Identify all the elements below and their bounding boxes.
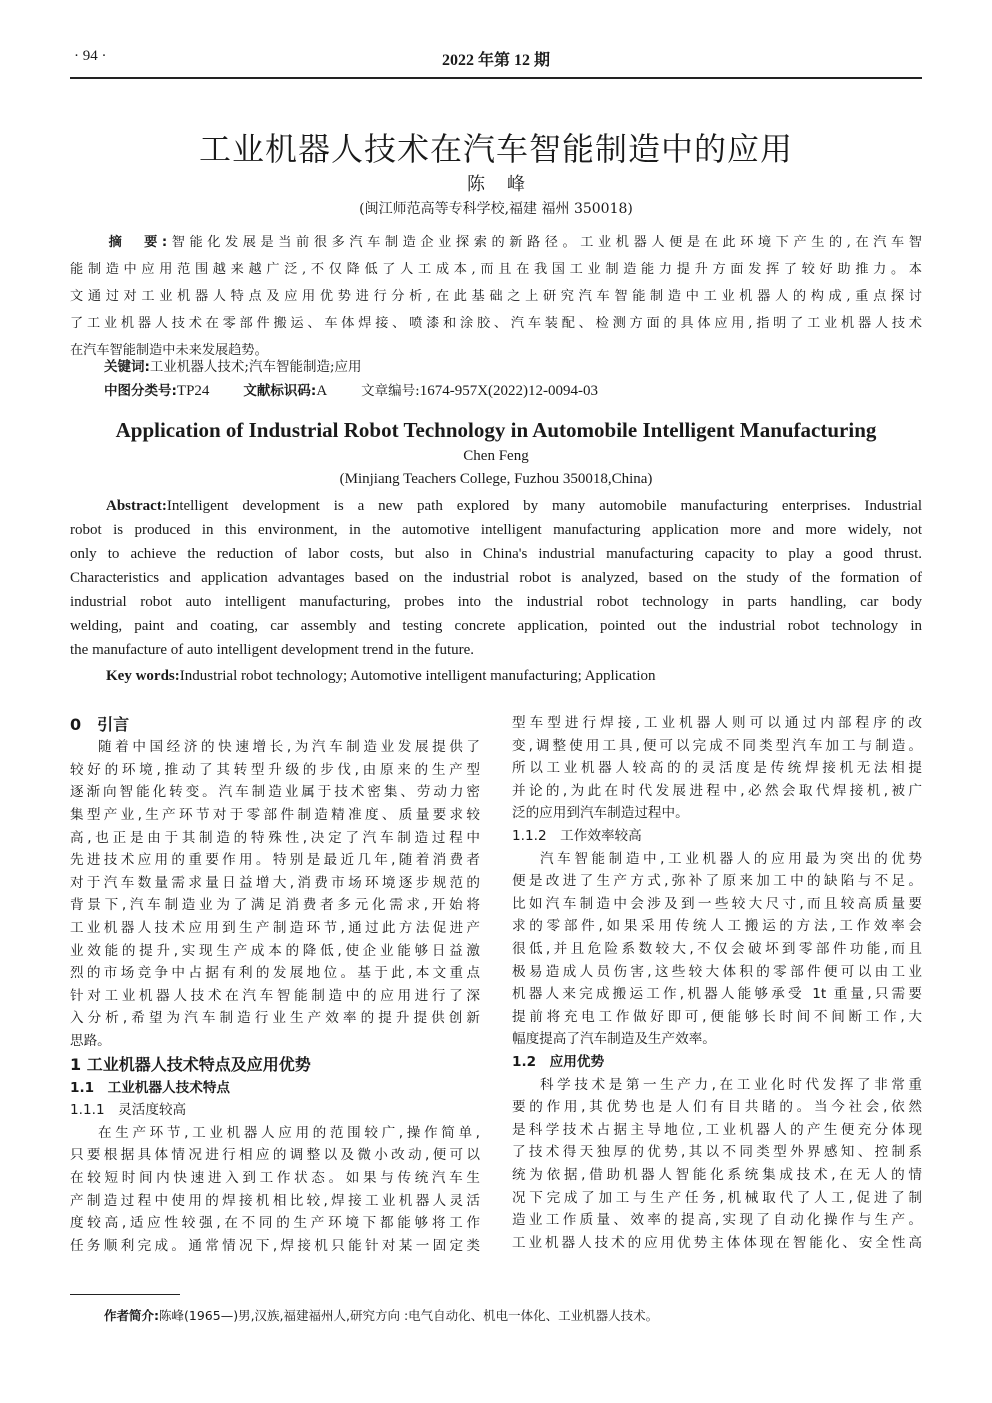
clc-label: 中图分类号: (104, 383, 177, 399)
body-line: 只要根据具体情况进行相应的调整以及微小改动,便可以 (70, 1147, 480, 1164)
subsection-heading: 1.2 应用优势 (512, 1054, 605, 1070)
doc-code-value: A (316, 383, 328, 399)
body-line: 要的作用,其优势也是人们有目共睹的。当今社会,依然 (512, 1099, 922, 1116)
body-line: 比如汽车制造中会涉及到一些较大尺寸,而且较高质量要 (512, 895, 922, 912)
abstract-en-line: welding, paint and coating, car assembly and testing concrete application, pointed out the industrial robot technology in (70, 618, 922, 634)
header-rule (70, 77, 922, 79)
body-line: 求的零部件,如果采用传统人工搬运的方法,工作效率会 (512, 918, 922, 935)
body-line: 在较短时间内快速进入到工作状态。如果与传统汽车生 (70, 1170, 480, 1186)
body-line: 较好的环境,推动了其转型升级的步伐,由原来的生产型 (70, 761, 480, 778)
keywords-cn-label: 关键词: (104, 359, 150, 375)
body-line: 烈的市场竞争中占据有利的发展地位。基于此,本文重点 (70, 965, 480, 982)
footnote-text: 陈峰(1965—)男,汉族,福建福州人,研究方向 :电气自动化、机电一体化、工业机器人技术。 (159, 1308, 659, 1323)
abstract-en-line: the manufacture of auto intelligent development trend in the future. (70, 642, 475, 658)
keywords-cn-value: 工业机器人技术;汽车智能制造;应用 (149, 359, 362, 375)
body-line: 所以工业机器人较高的的灵活度是传统焊接机无法相提 (512, 760, 922, 777)
body-line: 针对工业机器人技术在汽车智能制造中的应用进行了深 (70, 987, 480, 1004)
author-footnote (104, 1306, 658, 1324)
body-line: 并论的,为此在时代发展进程中,必然会取代焊接机,被广 (512, 782, 922, 799)
paragraph-last-line: 泛的应用到汽车制造过程中。 (512, 805, 689, 822)
section-heading: 0 引言 (70, 714, 130, 734)
body-line: 背景下,汽车制造业为了满足消费者多元化需求,开始将 (70, 897, 480, 914)
title-english: Application of Industrial Robot Technology in Automobile Intelligent Manufacturing (115, 418, 877, 442)
body-line: 业效能的提升,实现生产成本的降低,使企业能够日益激 (70, 942, 480, 959)
body-line: 提前将充电工作做好即可,便能够长时间不间断工作,大 (512, 1008, 922, 1025)
paragraph-first-line: 科学技术是第一生产力,在工业化时代发挥了非常重 (540, 1076, 922, 1093)
abstract-cn-line: 了工业机器人技术在零部件搬运、车体焊接、喷漆和涂胶、汽车装配、检测方面的具体应用,指明了工业机器人技术 (70, 316, 922, 331)
body-line: 对于汽车数量需求量日益增大,消费市场环境逐步规范的 (70, 874, 480, 891)
body-line: 统为依据,借助机器人智能化系统集成技术,在无人的情 (512, 1167, 922, 1183)
keywords-en-label: Key words: (106, 668, 180, 684)
body-line: 入分析,希望为汽车制造行业生产效率的提升提供创新 (70, 1010, 480, 1027)
abstract-en-line: Characteristics and application advantages based on the industrial robot is analyzed, based on the study of the formation of (70, 570, 922, 586)
body-line: 便是改进了生产方式,弥补了原来加工中的缺陷与不足。 (512, 873, 922, 890)
journal-issue: 2022 年第 12 期 (441, 52, 550, 69)
body-line: 高,也正是由于其制造的特殊性,决定了汽车制造过程中 (70, 829, 480, 846)
keywords-en-value: Industrial robot technology; Automotive intelligent manufacturing; Application (179, 668, 656, 684)
body-line: 产制造过程中使用的焊接机相比较,焊接工业机器人灵活 (70, 1192, 480, 1209)
body-line: 造业工作质量、效率的提高,实现了自动化操作与生产。 (512, 1212, 922, 1229)
section-heading: 1 工业机器人技术特点及应用优势 (70, 1055, 311, 1074)
affiliation-english: (Minjiang Teachers College, Fuzhou 350018,China) (339, 471, 653, 487)
abstract-cn-line: 在汽车智能制造中未来发展趋势。 (70, 343, 268, 358)
paragraph-first-line: 在生产环节,工业机器人应用的范围较广,操作简单, (98, 1124, 480, 1141)
page-number: · 94 · (74, 48, 107, 64)
doc-code-label: 文献标识码: (243, 383, 317, 399)
body-line: 变,调整使用工具,便可以完成不同类型汽车加工与制造。 (512, 737, 922, 754)
author-chinese: 陈峰 (467, 174, 547, 195)
abstract-en-line: industrial robot auto intelligent manufacturing, probes into the industrial robot technology in parts handling, car body (70, 594, 922, 610)
article-no-label: 文章编号: (361, 383, 420, 399)
body-line: 了技术得天独厚的优势,其以不同类型外界感知、控制系 (512, 1144, 922, 1161)
abstract-en-line: robot is produced in this environment, in the automotive intelligent manufacturing application more and more widely, not (70, 522, 922, 538)
article-no-value: 1674-957X(2022)12-0094-03 (419, 383, 599, 399)
paragraph-last-line: 幅度提高了汽车制造及生产效率。 (512, 1031, 716, 1048)
title-chinese: 工业机器人技术在汽车智能制造中的应用 (198, 130, 793, 168)
body-line: 极易造成人员伤害,这些较大体积的零部件便可以由工业 (512, 963, 922, 980)
footnote-rule (70, 1294, 180, 1295)
subsubsection-heading: 1.1.2 工作效率较高 (512, 828, 642, 844)
paragraph-first-line: 汽车智能制造中,工业机器人的应用最为突出的优势 (540, 850, 922, 867)
paragraph-first-line: 随着中国经济的快速增长,为汽车制造业发展提供了 (98, 739, 480, 756)
body-line: 机器人来完成搬运工作,机器人能够承受 1t 重量,只需要 (512, 986, 922, 1003)
body-line: 先进技术应用的重要作用。特别是最近几年,随着消费者 (70, 852, 480, 869)
abstract-en-label: Abstract: (106, 498, 167, 514)
subsubsection-heading: 1.1.1 灵活度较高 (70, 1102, 187, 1119)
abstract-en-line: Abstract:Intelligent development is a new path explored by many automobile manufacturing enterprises. Industrial (106, 498, 922, 514)
body-line: 工业机器人技术的应用优势主体体现在智能化、安全性高 (512, 1234, 922, 1251)
abstract-cn-line: 能制造中应用范围越来越广泛,不仅降低了人工成本,而且在我国工业制造能力提升方面发挥了较好助推力。本 (70, 262, 922, 277)
abstract-en-line: only to achieve the reduction of labor costs, but also in China's industrial manufacturing capacity to play a good thrust. (70, 546, 922, 562)
affiliation-chinese: (闽江师范高等专科学校,福建 福州 350018) (359, 201, 633, 217)
body-line: 是科学技术占据主导地位,工业机器人的产生便充分体现 (512, 1121, 922, 1138)
body-line: 集型产业,生产环节对于零部件制造精准度、质量要求较 (70, 806, 480, 823)
abstract-cn-label: 摘 要: (104, 235, 168, 250)
author-english: Chen Feng (463, 448, 529, 464)
keywords-english (70, 664, 922, 688)
body-line: 很低,并且危险系数较大,不仅会破坏到零部件功能,而且 (512, 941, 922, 957)
abstract-cn-line: 摘 要:智能化发展是当前很多汽车制造企业探索的新路径。工业机器人便是在此环境下产生的,在汽车智 (104, 235, 922, 250)
body-line: 任务顺利完成。通常情况下,焊接机只能针对某一固定类 (70, 1237, 480, 1254)
body-line: 度较高,适应性较强,在不同的生产环境下都能够将工作 (70, 1215, 480, 1232)
classification-line (104, 380, 598, 402)
abstract-cn-line: 文通过对工业机器人特点及应用优势进行分析,在此基础之上研究汽车智能制造中工业机器人的构成,重点探讨 (70, 289, 922, 304)
footnote-label: 作者简介: (104, 1308, 159, 1323)
keywords-chinese (104, 356, 362, 378)
body-line: 逐渐向智能化转变。汽车制造业属于技术密集、劳动力密 (70, 784, 480, 801)
subsection-heading: 1.1 工业机器人技术特点 (70, 1079, 231, 1096)
body-line: 型车型进行焊接,工业机器人则可以通过内部程序的改 (512, 715, 922, 731)
paragraph-last-line: 思路。 (70, 1032, 111, 1049)
body-line: 况下完成了加工与生产任务,机械取代了人工,促进了制 (512, 1189, 922, 1206)
clc-value: TP24 (176, 383, 210, 399)
body-line: 工业机器人技术应用到生产制造环节,通过此方法促进产 (70, 919, 480, 936)
